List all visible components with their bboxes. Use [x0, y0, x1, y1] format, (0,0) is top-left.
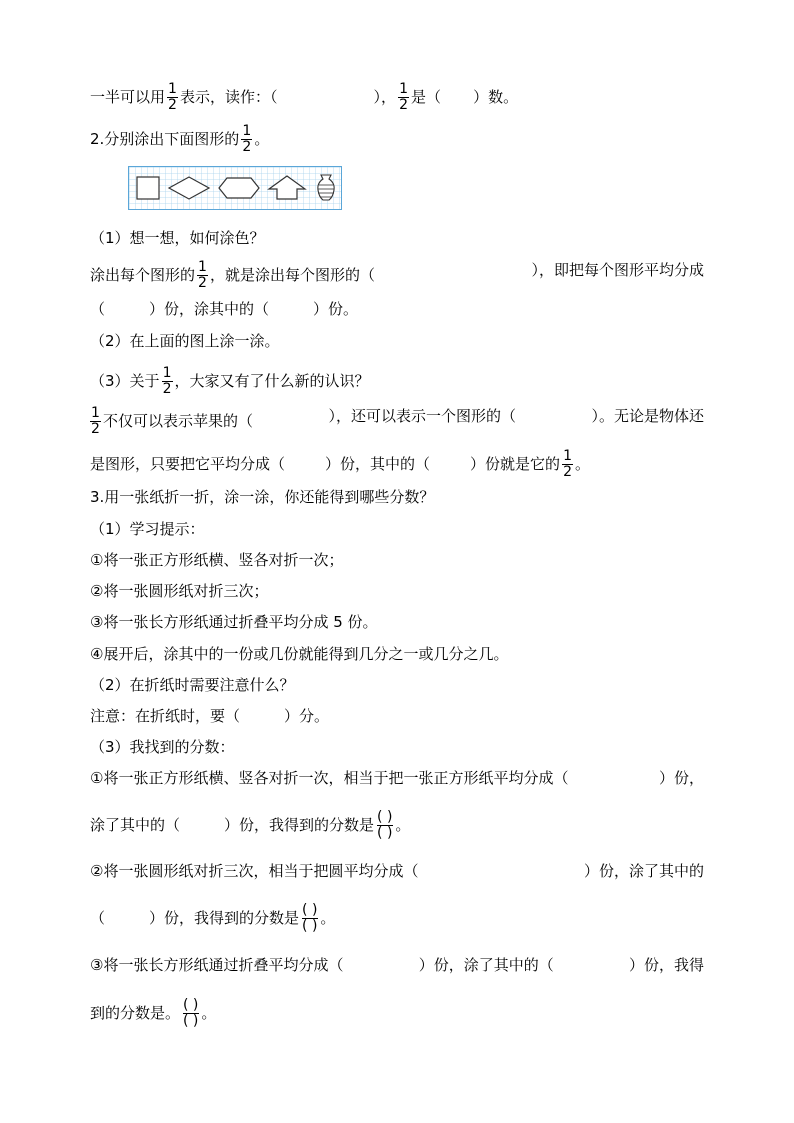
text: 不仅可以表示苹果的（: [103, 412, 254, 430]
fraction-half: [90, 406, 101, 437]
text: 。: [201, 1004, 217, 1022]
sub-3-line-1: [90, 406, 704, 437]
frac-den: ( ): [183, 1013, 199, 1029]
text: 涂了其中的（: [90, 816, 181, 834]
shapes-grid-figure[interactable]: [128, 166, 342, 210]
frac-num: 1: [242, 123, 252, 139]
text-group: [90, 406, 253, 437]
question-3-title: [90, 487, 704, 507]
hint-item: [90, 612, 704, 632]
text: ）份，我得到的分数是: [224, 816, 375, 834]
found-3-line-1: [90, 955, 704, 975]
fraction-half: [167, 82, 178, 113]
text: ），: [373, 88, 397, 106]
hint-title: [90, 519, 704, 539]
text: 注意：在折纸时，要（: [90, 707, 241, 725]
text: 是图形，只要把它平均分成（: [90, 455, 286, 473]
text: （: [90, 300, 106, 318]
frac-den: 2: [242, 139, 252, 155]
found-1-line-1: [90, 768, 704, 788]
sub-3-title: [90, 366, 704, 397]
text: （3）关于: [90, 372, 160, 390]
hint-item: [90, 581, 704, 601]
frac-num: 1: [91, 405, 100, 421]
frac-num: 1: [198, 259, 207, 275]
shapes-grid-svg: [129, 167, 341, 209]
sub-1-title: [90, 228, 704, 248]
blank-fraction[interactable]: [376, 810, 393, 841]
text: （3）我找到的分数：: [90, 738, 235, 756]
text: ①将一张正方形纸横、竖各对折一次；: [90, 551, 344, 569]
frac-num: 1: [168, 81, 177, 97]
text: ），还可以表示一个图形的（: [328, 407, 516, 425]
frac-num: ( ): [377, 809, 393, 825]
text: ）份，涂了其中的（: [418, 956, 554, 974]
text: ②将一张圆形纸对折三次；: [90, 582, 269, 600]
blank-fraction[interactable]: [301, 903, 318, 934]
note-line: [90, 706, 704, 726]
square-shape[interactable]: [137, 177, 159, 199]
frac-den: 2: [162, 381, 172, 397]
line-reading-half: [90, 82, 704, 113]
text: 涂出每个图形的: [90, 266, 196, 284]
frac-num: 1: [162, 365, 172, 381]
frac-den: ( ): [377, 825, 393, 841]
text: ）份，: [658, 769, 704, 787]
fraction-half: [162, 366, 173, 397]
fraction-half: [241, 124, 252, 155]
blank-fraction[interactable]: [182, 998, 199, 1029]
text: （1）学习提示：: [90, 520, 205, 538]
text: ①将一张正方形纸横、竖各对折一次，相当于把一张正方形纸平均分成（: [90, 769, 569, 787]
text: ）。无论是物体还: [591, 407, 704, 425]
text: ）份，我得到的分数是: [149, 909, 300, 927]
sub-3-line-2: [90, 449, 704, 480]
text: ），即把每个图形平均分成: [531, 261, 704, 279]
text: ④展开后，涂其中的一份或几份就能得到几分之一或几分之几。: [90, 645, 509, 663]
text: 。: [254, 130, 270, 148]
found-3-line-2: [90, 998, 704, 1029]
answer-blank[interactable]: [471, 861, 531, 881]
answer-blank[interactable]: [569, 955, 613, 975]
text: ）份，其中的（: [325, 455, 431, 473]
answer-blank[interactable]: [428, 260, 478, 291]
found-2-line-1: [90, 861, 704, 881]
text: ）数。: [473, 88, 519, 106]
sub-2-q3-title: [90, 675, 704, 695]
text: 。: [320, 909, 336, 927]
text: ，大家又有了什么新的认识？: [174, 372, 370, 390]
answer-blank[interactable]: [271, 406, 311, 437]
question-2-title: [90, 124, 704, 155]
text: （1）想一想，如何涂色？: [90, 229, 265, 247]
frac-den: 2: [168, 97, 177, 113]
text: ）份，涂其中的（: [149, 300, 270, 318]
text: ）份。: [313, 300, 359, 318]
text: ③将一张长方形纸通过折叠平均分成（: [90, 956, 344, 974]
text: 是（: [411, 88, 442, 106]
frac-den: ( ): [302, 918, 318, 934]
text: ）份就是它的: [470, 455, 561, 473]
fraction-half: [197, 260, 208, 291]
text: ）份，涂了其中的: [583, 862, 704, 880]
found-2-line-2: [90, 903, 704, 934]
text: 。: [395, 816, 411, 834]
text: （2）在上面的图上涂一涂。: [90, 332, 280, 350]
frac-den: 2: [198, 275, 207, 291]
text: （2）在折纸时需要注意什么？: [90, 676, 295, 694]
text: 。: [575, 455, 591, 473]
text: 2.分别涂出下面图形的: [90, 130, 240, 148]
text: 3.用一张纸折一折，涂一涂，你还能得到哪些分数？: [90, 488, 435, 506]
sub-1-line-2: [90, 299, 704, 319]
sub-1-line-1: [90, 260, 704, 291]
text: ②将一张圆形纸对折三次，相当于把圆平均分成（: [90, 862, 419, 880]
frac-den: 2: [563, 464, 572, 480]
text: （: [90, 909, 106, 927]
frac-num: 1: [563, 448, 572, 464]
fraction-half: [562, 449, 573, 480]
text: 到的分数是。: [90, 1004, 181, 1022]
found-1-line-2: [90, 810, 704, 841]
text: ）份，我得: [628, 956, 704, 974]
fraction-half: [398, 82, 409, 113]
sub-2-title: [90, 331, 704, 351]
frac-num: 1: [399, 81, 408, 97]
hint-item: [90, 550, 704, 570]
text: ③将一张长方形纸通过折叠平均分成 5 份。: [90, 613, 378, 631]
frac-den: 2: [91, 421, 100, 437]
answer-blank[interactable]: [359, 955, 403, 975]
hint-item: [90, 644, 704, 664]
frac-num: ( ): [302, 902, 318, 918]
answer-blank[interactable]: [594, 768, 634, 788]
sub-3-q3-title: [90, 737, 704, 757]
text: ）分。: [284, 707, 330, 725]
text: 一半可以用: [90, 88, 166, 106]
frac-den: 2: [399, 97, 408, 113]
text-group: [90, 260, 375, 291]
answer-blank[interactable]: [534, 406, 574, 437]
text: 表示，读作：（: [180, 88, 278, 106]
hexagon-shape[interactable]: [219, 178, 259, 198]
frac-num: ( ): [183, 997, 199, 1013]
text: ，就是涂出每个图形的（: [210, 266, 376, 284]
